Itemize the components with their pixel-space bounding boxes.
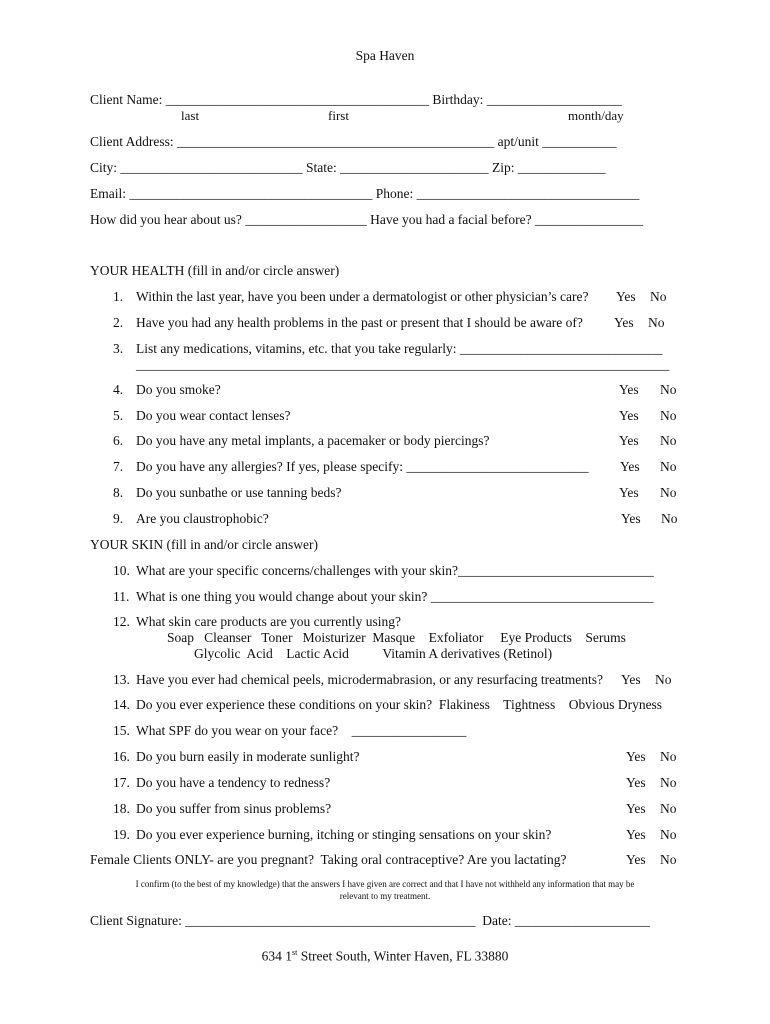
question-text: Do you wear contact lenses? — [136, 408, 291, 423]
question-number: 2. — [113, 315, 124, 330]
no-option[interactable]: No — [660, 749, 677, 764]
no-option[interactable]: No — [660, 459, 677, 474]
no-option[interactable]: No — [660, 775, 677, 790]
no-option[interactable]: No — [660, 433, 677, 448]
page-title: Spa Haven — [355, 48, 415, 63]
question-text: Do you have a tendency to redness? — [136, 775, 331, 790]
no-option[interactable]: No — [660, 852, 677, 867]
skin-heading: YOUR SKIN (fill in and/or circle answer) — [90, 537, 318, 552]
no-option[interactable]: No — [660, 485, 677, 500]
question-text: Do you smoke? — [136, 382, 221, 397]
yes-option[interactable]: Yes — [619, 382, 639, 397]
email-phone-line: Email: ____________________________________ Phone: _________________________________ — [90, 186, 640, 201]
client-name-line: Client Name: _______________________________________ Birthday: ____________________ — [90, 92, 622, 107]
products-options-line-2[interactable]: Glycolic Acid Lactic Acid Vitamin A derivatives (Retinol) — [194, 646, 553, 661]
no-option[interactable]: No — [660, 827, 677, 842]
products-options-line-1[interactable]: Soap Cleanser Toner Moisturizer Masque Exfoliator Eye Products Serums — [167, 630, 626, 645]
footer-address: 634 1st Street South, Winter Haven, FL 33880 — [261, 948, 509, 964]
yes-option[interactable]: Yes — [626, 775, 646, 790]
question-text: Have you ever had chemical peels, microdermabrasion, or any resurfacing treatments? — [136, 672, 604, 687]
question-text: Do you have any allergies? If yes, please specify: ___________________________ — [136, 459, 589, 474]
question-number: 16. — [113, 749, 130, 764]
signature-date-line: Client Signature: ___________________________________________ Date: ____________________ — [90, 913, 650, 928]
no-option[interactable]: No — [661, 511, 678, 526]
name-label-first: first — [328, 108, 349, 123]
question-number: 18. — [113, 801, 130, 816]
question-number: 6. — [113, 433, 124, 448]
question-number: 12. — [113, 614, 130, 629]
question-number: 14. — [113, 697, 130, 712]
question-text: Do you ever experience burning, itching or stinging sensations on your skin? — [136, 827, 552, 842]
no-option[interactable]: No — [660, 801, 677, 816]
question-number: 11. — [113, 589, 130, 604]
female-clients-question: Female Clients ONLY- are you pregnant? Taking oral contraceptive? Are you lactating? — [90, 852, 567, 867]
question-text: What SPF do you wear on your face? _________________ — [136, 723, 467, 738]
question-text: What skin care products are you currently using? — [136, 614, 402, 629]
client-address-line: Client Address: _______________________________________________ apt/unit ___________ — [90, 134, 617, 149]
question-text: Are you claustrophobic? — [136, 511, 269, 526]
question-text: Do you sunbathe or use tanning beds? — [136, 485, 342, 500]
yes-option[interactable]: Yes — [616, 289, 636, 304]
yes-option[interactable]: Yes — [619, 485, 639, 500]
yes-option[interactable]: Yes — [621, 672, 641, 687]
medications-line-2: _______________________________________________________________________________ — [136, 357, 670, 372]
question-number: 19. — [113, 827, 130, 842]
question-number: 8. — [113, 485, 124, 500]
question-number: 7. — [113, 459, 124, 474]
confirmation-text-line-1: I confirm (to the best of my knowledge) that the answers I have given are correct and that I have not withheld any information that may be — [135, 879, 635, 889]
question-text: Do you suffer from sinus problems? — [136, 801, 332, 816]
yes-option[interactable]: Yes — [626, 749, 646, 764]
question-number: 13. — [113, 672, 130, 687]
question-number: 10. — [113, 563, 130, 578]
yes-option[interactable]: Yes — [626, 827, 646, 842]
yes-option[interactable]: Yes — [626, 852, 646, 867]
question-number: 15. — [113, 723, 130, 738]
no-option[interactable]: No — [655, 672, 672, 687]
question-text: What is one thing you would change about your skin? _________________________________ — [136, 589, 654, 604]
city-state-zip-line: City: ___________________________ State: ______________________ Zip: _____________ — [90, 160, 606, 175]
question-text: What are your specific concerns/challenges with your skin?_____________________________ — [136, 563, 654, 578]
yes-option[interactable]: Yes — [619, 408, 639, 423]
yes-option[interactable]: Yes — [614, 315, 634, 330]
question-number: 4. — [113, 382, 124, 397]
question-number: 1. — [113, 289, 124, 304]
question-text: Do you have any metal implants, a pacemaker or body piercings? — [136, 433, 490, 448]
no-option[interactable]: No — [660, 382, 677, 397]
yes-option[interactable]: Yes — [621, 511, 641, 526]
question-text: Have you had any health problems in the past or present that I should be aware of? — [136, 315, 583, 330]
referral-facial-line: How did you hear about us? __________________ Have you had a facial before? ________________ — [90, 212, 643, 227]
question-text: Do you ever experience these conditions on your skin? Flakiness Tightness Obvious Dryness — [136, 697, 663, 712]
yes-option[interactable]: Yes — [626, 801, 646, 816]
no-option[interactable]: No — [650, 289, 667, 304]
yes-option[interactable]: Yes — [619, 433, 639, 448]
no-option[interactable]: No — [660, 408, 677, 423]
question-text: Do you burn easily in moderate sunlight? — [136, 749, 360, 764]
birthday-label-monthday: month/day — [568, 108, 624, 123]
confirmation-text-line-2: relevant to my treatment. — [339, 891, 431, 901]
yes-option[interactable]: Yes — [620, 459, 640, 474]
question-number: 3. — [113, 341, 124, 356]
question-number: 17. — [113, 775, 130, 790]
question-text: List any medications, vitamins, etc. that you take regularly: ______________________________ — [136, 341, 663, 356]
name-label-last: last — [181, 108, 200, 123]
question-number: 5. — [113, 408, 124, 423]
health-heading: YOUR HEALTH (fill in and/or circle answer) — [90, 263, 340, 278]
question-text: Within the last year, have you been under a dermatologist or other physician’s care? — [136, 289, 589, 304]
question-number: 9. — [113, 511, 124, 526]
no-option[interactable]: No — [648, 315, 665, 330]
